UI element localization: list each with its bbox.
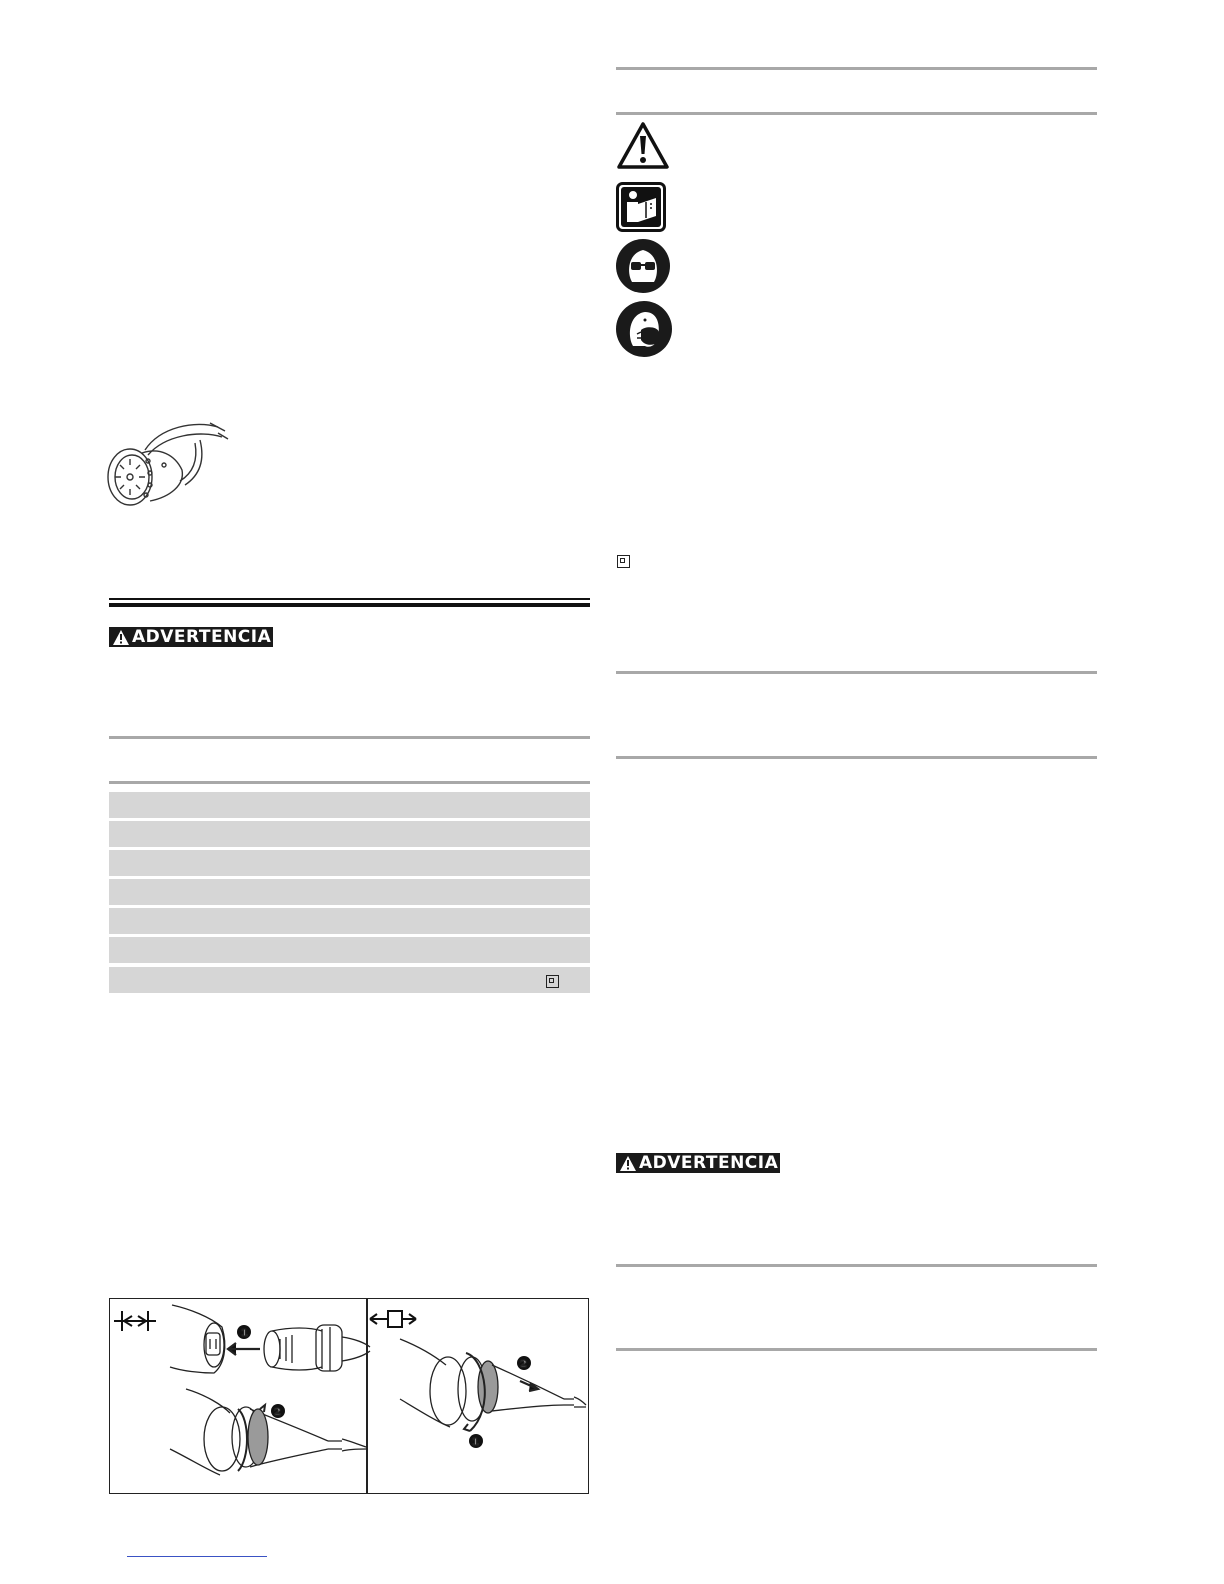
section-rule-bottom: [109, 603, 590, 607]
section-rule: [616, 1264, 1097, 1267]
svg-text:1: 1: [472, 1437, 479, 1448]
disconnect-arrows-icon: [370, 1311, 416, 1327]
svg-text:2: 2: [520, 1359, 527, 1370]
section-rule: [616, 67, 1097, 70]
warning-triangle-icon: [112, 629, 130, 646]
double-insulation-icon: [546, 975, 559, 988]
symbols-header-rule: [616, 112, 1097, 115]
eye-protection-icon: [615, 238, 671, 294]
warning-triangle-icon: [616, 121, 670, 171]
warning-badge: [616, 1153, 780, 1173]
warning-label: ADVERTENCIA: [132, 627, 272, 647]
warning-label: ADVERTENCIA: [639, 1153, 779, 1173]
eye-protection-symbol: [615, 238, 671, 299]
connector-figure: [109, 1298, 589, 1494]
respirator-icon: [615, 300, 673, 358]
spec-table-row: [109, 850, 590, 876]
svg-text:1: 1: [241, 1328, 248, 1339]
warning-symbol: [616, 121, 670, 176]
connector-diagram: [110, 1299, 588, 1493]
section-rule: [109, 736, 590, 739]
respirator-illustration: [100, 415, 240, 515]
respirator-symbol: [615, 300, 673, 363]
section-rule-top: [109, 598, 590, 600]
read-manual-symbol: [616, 182, 666, 237]
spec-table-row: [109, 937, 590, 963]
section-rule: [616, 756, 1097, 759]
section-rule: [616, 1348, 1097, 1351]
spec-table-row: [109, 792, 590, 818]
spec-table-row: [109, 879, 590, 905]
connect-arrows-icon: [114, 1311, 156, 1331]
double-insulation-icon: [617, 555, 630, 568]
warning-badge: [109, 627, 273, 647]
respirator-icon: [100, 415, 240, 515]
section-rule: [616, 671, 1097, 674]
warning-triangle-icon: [619, 1155, 637, 1172]
spec-table-row: [109, 967, 590, 993]
spec-table-row: [109, 908, 590, 934]
read-manual-icon: [616, 182, 666, 232]
table-header-rule: [109, 781, 590, 784]
spec-table-row: [109, 821, 590, 847]
footer-link-underline[interactable]: [127, 1556, 267, 1557]
svg-text:2: 2: [274, 1407, 281, 1418]
